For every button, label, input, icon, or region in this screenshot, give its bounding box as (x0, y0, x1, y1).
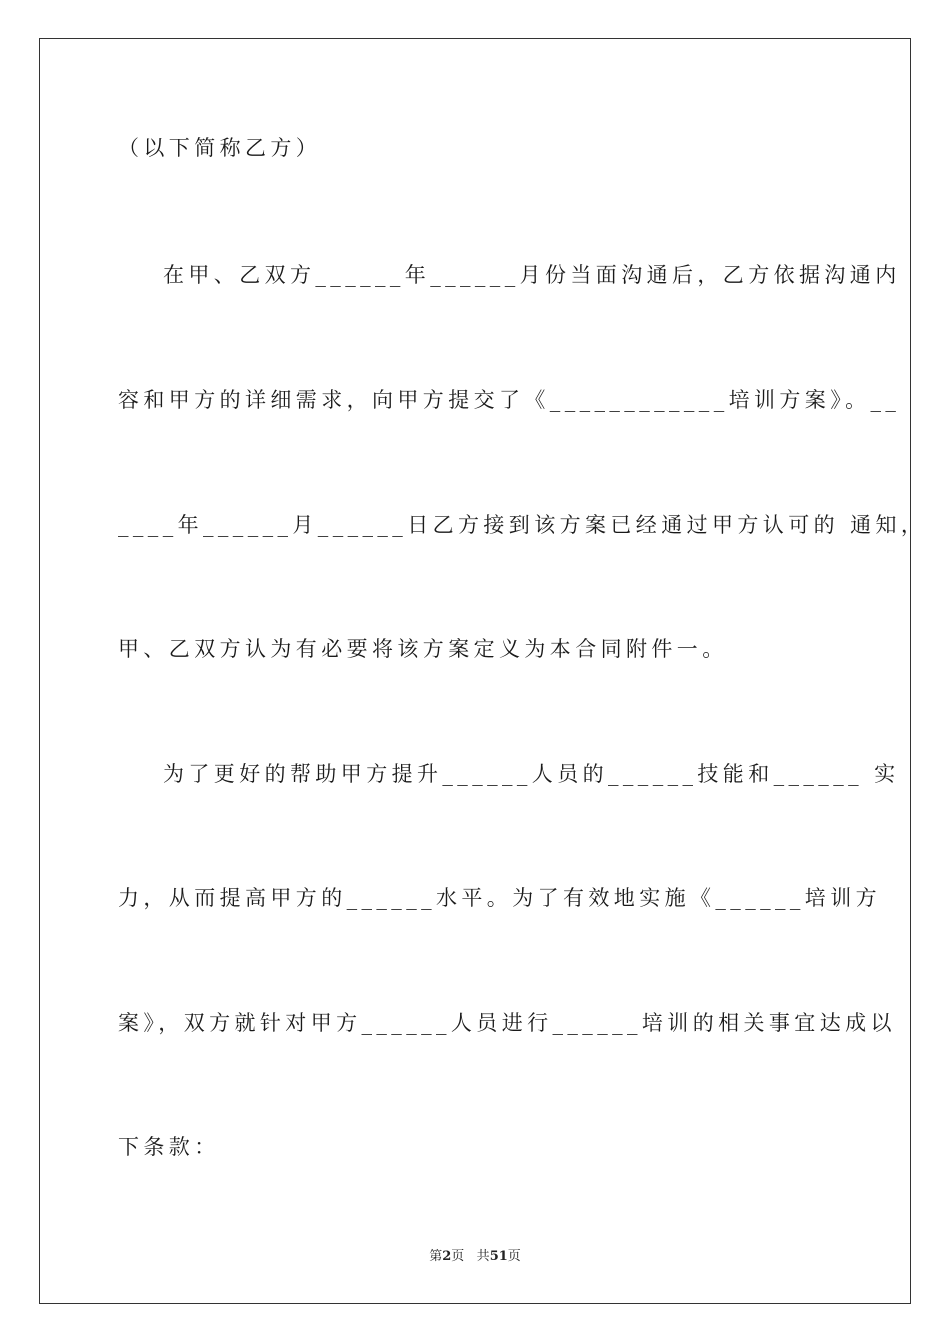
text-line-9: 下条款： (118, 1135, 220, 1159)
page-footer (0, 1248, 950, 1266)
page-border (39, 38, 911, 1304)
page-suffix: 页 (451, 1249, 465, 1264)
text-line-7: 力，从而提高甲方的______水平。为了有效地实施《______培训方 (118, 886, 881, 910)
page-prefix: 第 (429, 1249, 443, 1264)
text-line-8: 案》，双方就针对甲方______人员进行______培训的相关事宜达成以 (118, 1011, 896, 1035)
text-line-6: 为了更好的帮助甲方提升______人员的______技能和______ 实 (163, 762, 900, 786)
text-line-1: （以下简称乙方） (118, 136, 322, 160)
total-pages: 51 (489, 1249, 508, 1264)
text-line-4: ____年______月______日乙方接到该方案已经通过甲方认可的 通知， (118, 513, 927, 537)
text-line-3: 容和甲方的详细需求，向甲方提交了《____________培训方案》。__ (118, 388, 901, 412)
text-line-2: 在甲、乙双方______年______月份当面沟通后，乙方依据沟通内 (163, 263, 901, 287)
total-suffix: 页 (507, 1249, 521, 1264)
total-prefix: 共 (476, 1249, 490, 1264)
page-number: 2 (442, 1249, 452, 1264)
text-line-5: 甲、乙双方认为有必要将该方案定义为本合同附件一。 (118, 637, 728, 661)
